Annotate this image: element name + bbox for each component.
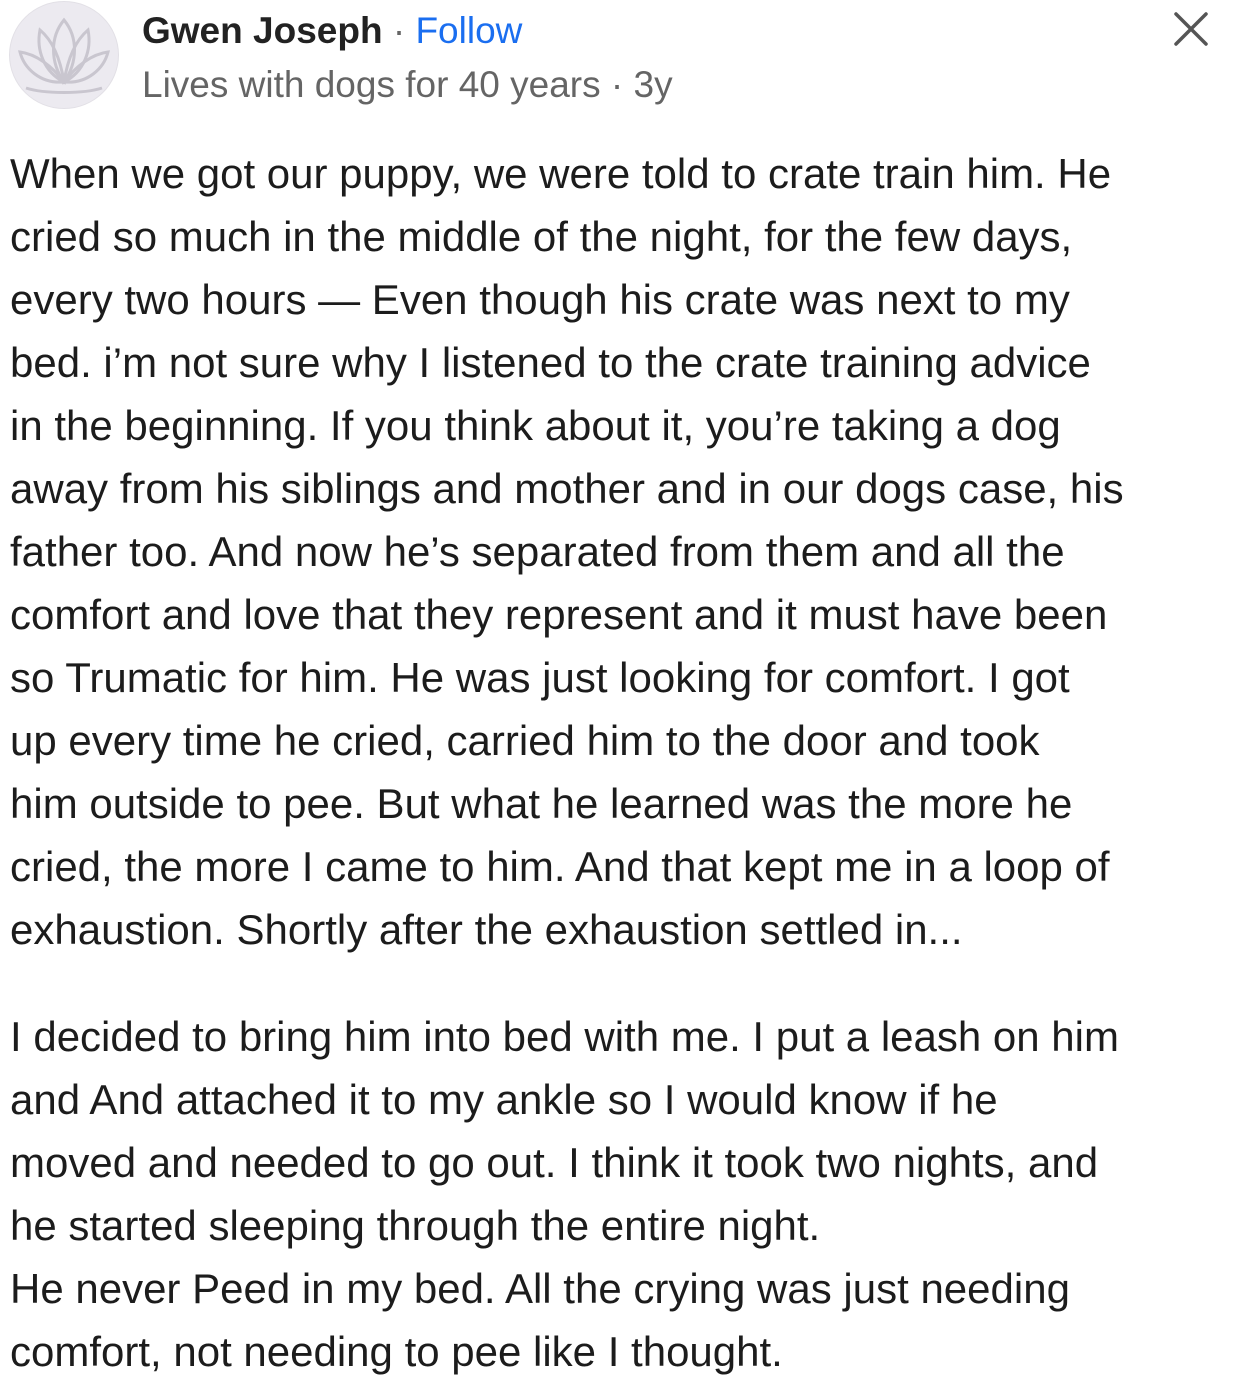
text-line: father too. And now he’s separated from them and all the xyxy=(10,528,1065,575)
text-line: cried, the more I came to him. And that kept me in a loop of xyxy=(10,843,1110,890)
author-row xyxy=(142,8,522,54)
post-paragraph-2 xyxy=(10,1005,1119,1383)
close-icon xyxy=(1170,8,1212,50)
close-button[interactable] xyxy=(1170,8,1212,50)
text-line: every two hours — Even though his crate was next to my xyxy=(10,276,1070,323)
post-paragraph-1 xyxy=(10,142,1124,961)
text-line: cried so much in the middle of the night, for the few days, xyxy=(10,213,1073,260)
text-line: him outside to pee. But what he learned was the more he xyxy=(10,780,1073,827)
text-line: bed. i’m not sure why I listened to the crate training advice xyxy=(10,339,1091,386)
author-name[interactable]: Gwen Joseph xyxy=(142,10,383,51)
text-line: up every time he cried, carried him to the door and took xyxy=(10,717,1040,764)
text-line: When we got our puppy, we were told to crate train him. He xyxy=(10,150,1112,197)
text-line: exhaustion. Shortly after the exhaustion settled in... xyxy=(10,906,963,953)
lotus-icon xyxy=(10,2,118,108)
text-line: comfort and love that they represent and it must have been xyxy=(10,591,1108,638)
separator: · xyxy=(382,10,416,51)
text-line: and And attached it to my ankle so I would know if he xyxy=(10,1076,998,1123)
text-line: away from his siblings and mother and in our dogs case, his xyxy=(10,465,1124,512)
follow-button[interactable]: Follow xyxy=(415,10,523,51)
text-line: he started sleeping through the entire night. xyxy=(10,1202,821,1249)
avatar[interactable] xyxy=(9,1,119,109)
text-line: comfort, not needing to pee like I thought. xyxy=(10,1328,783,1375)
author-meta: Lives with dogs for 40 years · 3y xyxy=(142,64,673,105)
text-line: in the beginning. If you think about it, you’re taking a dog xyxy=(10,402,1061,449)
text-line: so Trumatic for him. He was just looking for comfort. I got xyxy=(10,654,1070,701)
text-line: moved and needed to go out. I think it took two nights, and xyxy=(10,1139,1099,1186)
text-line: I decided to bring him into bed with me. I put a leash on him xyxy=(10,1013,1119,1060)
text-line: He never Peed in my bed. All the crying was just needing xyxy=(10,1265,1070,1312)
